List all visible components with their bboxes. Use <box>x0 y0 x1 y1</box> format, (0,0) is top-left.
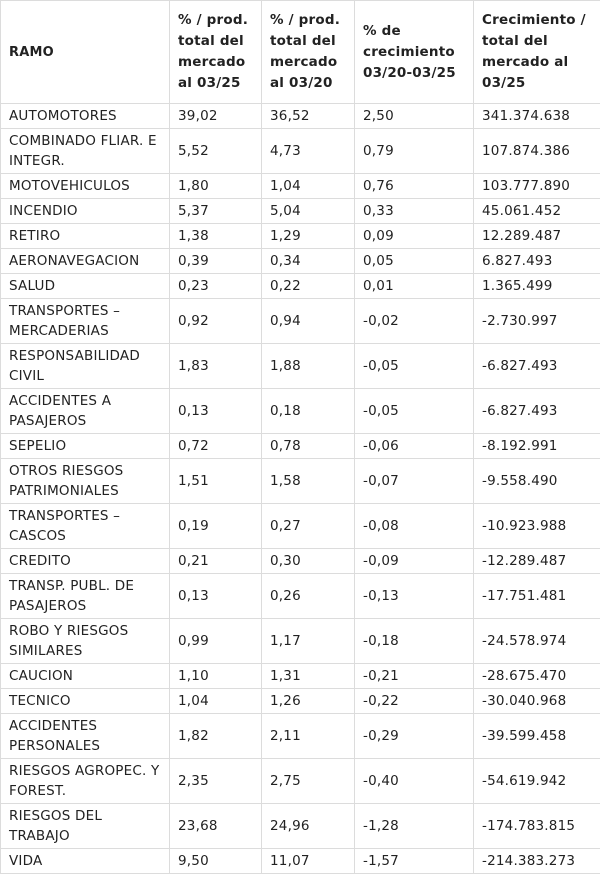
table-row <box>1 344 600 389</box>
cell-growth-total: -39.599.458 <box>474 714 600 759</box>
cell-ramo: MOTOVEHICULOS <box>1 174 170 199</box>
cell-ramo: TRANSPORTES – CASCOS <box>1 504 170 549</box>
cell-share-0320: 0,22 <box>262 274 355 299</box>
cell-growth-total: -10.923.988 <box>474 504 600 549</box>
cell-share-0320: 0,26 <box>262 574 355 619</box>
cell-growth-pct: -0,07 <box>355 459 474 504</box>
cell-growth-total: -24.578.974 <box>474 619 600 664</box>
cell-growth-pct: -0,08 <box>355 504 474 549</box>
header-row <box>1 1 600 104</box>
cell-share-0320: 0,27 <box>262 504 355 549</box>
table-row <box>1 574 600 619</box>
cell-growth-total: -214.383.273 <box>474 849 600 874</box>
table-body <box>1 104 600 874</box>
cell-ramo: ACCIDENTES A PASAJEROS <box>1 389 170 434</box>
cell-growth-total: 107.874.386 <box>474 129 600 174</box>
table-row <box>1 459 600 504</box>
header-share-0325: % / prod. total del mercado al 03/25 <box>170 1 262 104</box>
table-row <box>1 549 600 574</box>
cell-share-0325: 2,35 <box>170 759 262 804</box>
cell-share-0325: 5,52 <box>170 129 262 174</box>
table-row <box>1 174 600 199</box>
table-row <box>1 104 600 129</box>
table-row <box>1 274 600 299</box>
header-growth-pct: % de crecimiento 03/20-03/25 <box>355 1 474 104</box>
table-row <box>1 714 600 759</box>
table-row <box>1 224 600 249</box>
cell-share-0325: 0,13 <box>170 389 262 434</box>
cell-share-0325: 1,04 <box>170 689 262 714</box>
cell-ramo: ROBO Y RIESGOS SIMILARES <box>1 619 170 664</box>
cell-growth-pct: 0,01 <box>355 274 474 299</box>
cell-growth-pct: -0,02 <box>355 299 474 344</box>
cell-growth-pct: -0,21 <box>355 664 474 689</box>
cell-ramo: TRANSP. PUBL. DE PASAJEROS <box>1 574 170 619</box>
cell-share-0320: 4,73 <box>262 129 355 174</box>
cell-share-0320: 1,17 <box>262 619 355 664</box>
cell-share-0320: 1,04 <box>262 174 355 199</box>
cell-share-0320: 1,26 <box>262 689 355 714</box>
cell-growth-total: -6.827.493 <box>474 389 600 434</box>
cell-share-0325: 1,82 <box>170 714 262 759</box>
cell-share-0325: 9,50 <box>170 849 262 874</box>
table-row <box>1 804 600 849</box>
cell-growth-pct: -0,13 <box>355 574 474 619</box>
cell-share-0320: 1,31 <box>262 664 355 689</box>
cell-share-0325: 1,10 <box>170 664 262 689</box>
cell-growth-total: -30.040.968 <box>474 689 600 714</box>
cell-share-0325: 1,51 <box>170 459 262 504</box>
cell-share-0325: 0,23 <box>170 274 262 299</box>
cell-ramo: SEPELIO <box>1 434 170 459</box>
cell-ramo: SALUD <box>1 274 170 299</box>
cell-growth-total: 103.777.890 <box>474 174 600 199</box>
cell-ramo: CAUCION <box>1 664 170 689</box>
cell-growth-pct: -0,18 <box>355 619 474 664</box>
cell-share-0325: 0,39 <box>170 249 262 274</box>
cell-growth-pct: -1,28 <box>355 804 474 849</box>
cell-growth-total: -12.289.487 <box>474 549 600 574</box>
cell-growth-pct: -0,09 <box>355 549 474 574</box>
cell-ramo: RESPONSABILIDAD CIVIL <box>1 344 170 389</box>
cell-share-0320: 0,34 <box>262 249 355 274</box>
table-row <box>1 619 600 664</box>
cell-share-0325: 39,02 <box>170 104 262 129</box>
cell-growth-pct: 2,50 <box>355 104 474 129</box>
cell-share-0320: 5,04 <box>262 199 355 224</box>
cell-share-0320: 0,30 <box>262 549 355 574</box>
cell-share-0325: 23,68 <box>170 804 262 849</box>
cell-growth-pct: 0,33 <box>355 199 474 224</box>
cell-growth-total: 6.827.493 <box>474 249 600 274</box>
cell-share-0325: 0,21 <box>170 549 262 574</box>
cell-share-0325: 1,83 <box>170 344 262 389</box>
cell-growth-pct: 0,79 <box>355 129 474 174</box>
cell-growth-total: -2.730.997 <box>474 299 600 344</box>
cell-share-0325: 0,72 <box>170 434 262 459</box>
cell-growth-total: -6.827.493 <box>474 344 600 389</box>
table-row <box>1 434 600 459</box>
cell-growth-pct: 0,05 <box>355 249 474 274</box>
cell-growth-pct: -0,22 <box>355 689 474 714</box>
cell-growth-pct: -0,29 <box>355 714 474 759</box>
cell-share-0320: 2,11 <box>262 714 355 759</box>
table-row <box>1 389 600 434</box>
cell-share-0320: 11,07 <box>262 849 355 874</box>
cell-share-0325: 0,92 <box>170 299 262 344</box>
cell-growth-pct: 0,09 <box>355 224 474 249</box>
cell-share-0325: 1,80 <box>170 174 262 199</box>
cell-ramo: RIESGOS DEL TRABAJO <box>1 804 170 849</box>
cell-growth-pct: -0,40 <box>355 759 474 804</box>
cell-ramo: COMBINADO FLIAR. E INTEGR. <box>1 129 170 174</box>
cell-share-0325: 0,13 <box>170 574 262 619</box>
header-ramo: RAMO <box>1 1 170 104</box>
cell-growth-total: 1.365.499 <box>474 274 600 299</box>
cell-ramo: VIDA <box>1 849 170 874</box>
cell-growth-pct: -0,05 <box>355 389 474 434</box>
cell-growth-total: -17.751.481 <box>474 574 600 619</box>
cell-growth-total: 341.374.638 <box>474 104 600 129</box>
header-growth-total: Crecimiento / total del mercado al 03/25 <box>474 1 600 104</box>
cell-ramo: RETIRO <box>1 224 170 249</box>
cell-growth-pct: 0,76 <box>355 174 474 199</box>
cell-ramo: TECNICO <box>1 689 170 714</box>
table-row <box>1 199 600 224</box>
cell-share-0325: 0,99 <box>170 619 262 664</box>
table-row <box>1 759 600 804</box>
cell-share-0320: 0,78 <box>262 434 355 459</box>
cell-ramo: TRANSPORTES – MERCADERIAS <box>1 299 170 344</box>
cell-growth-total: -28.675.470 <box>474 664 600 689</box>
cell-growth-total: -174.783.815 <box>474 804 600 849</box>
cell-growth-pct: -0,06 <box>355 434 474 459</box>
cell-ramo: CREDITO <box>1 549 170 574</box>
cell-ramo: AUTOMOTORES <box>1 104 170 129</box>
cell-growth-pct: -0,05 <box>355 344 474 389</box>
table-row <box>1 504 600 549</box>
cell-share-0320: 0,18 <box>262 389 355 434</box>
table-row <box>1 129 600 174</box>
header-share-0320: % / prod. total del mercado al 03/20 <box>262 1 355 104</box>
cell-share-0320: 0,94 <box>262 299 355 344</box>
cell-share-0320: 1,88 <box>262 344 355 389</box>
table-row <box>1 689 600 714</box>
cell-growth-total: 45.061.452 <box>474 199 600 224</box>
table-row <box>1 299 600 344</box>
cell-share-0320: 1,58 <box>262 459 355 504</box>
cell-ramo: AERONAVEGACION <box>1 249 170 274</box>
table-row <box>1 249 600 274</box>
cell-ramo: ACCIDENTES PERSONALES <box>1 714 170 759</box>
cell-share-0325: 1,38 <box>170 224 262 249</box>
table-row <box>1 849 600 874</box>
cell-growth-total: -54.619.942 <box>474 759 600 804</box>
cell-growth-total: -9.558.490 <box>474 459 600 504</box>
cell-growth-total: 12.289.487 <box>474 224 600 249</box>
cell-share-0320: 24,96 <box>262 804 355 849</box>
cell-share-0320: 1,29 <box>262 224 355 249</box>
cell-share-0325: 0,19 <box>170 504 262 549</box>
cell-growth-pct: -1,57 <box>355 849 474 874</box>
table-row <box>1 664 600 689</box>
cell-ramo: INCENDIO <box>1 199 170 224</box>
cell-share-0320: 2,75 <box>262 759 355 804</box>
cell-ramo: OTROS RIESGOS PATRIMONIALES <box>1 459 170 504</box>
cell-ramo: RIESGOS AGROPEC. Y FOREST. <box>1 759 170 804</box>
cell-growth-total: -8.192.991 <box>474 434 600 459</box>
cell-share-0320: 36,52 <box>262 104 355 129</box>
cell-share-0325: 5,37 <box>170 199 262 224</box>
